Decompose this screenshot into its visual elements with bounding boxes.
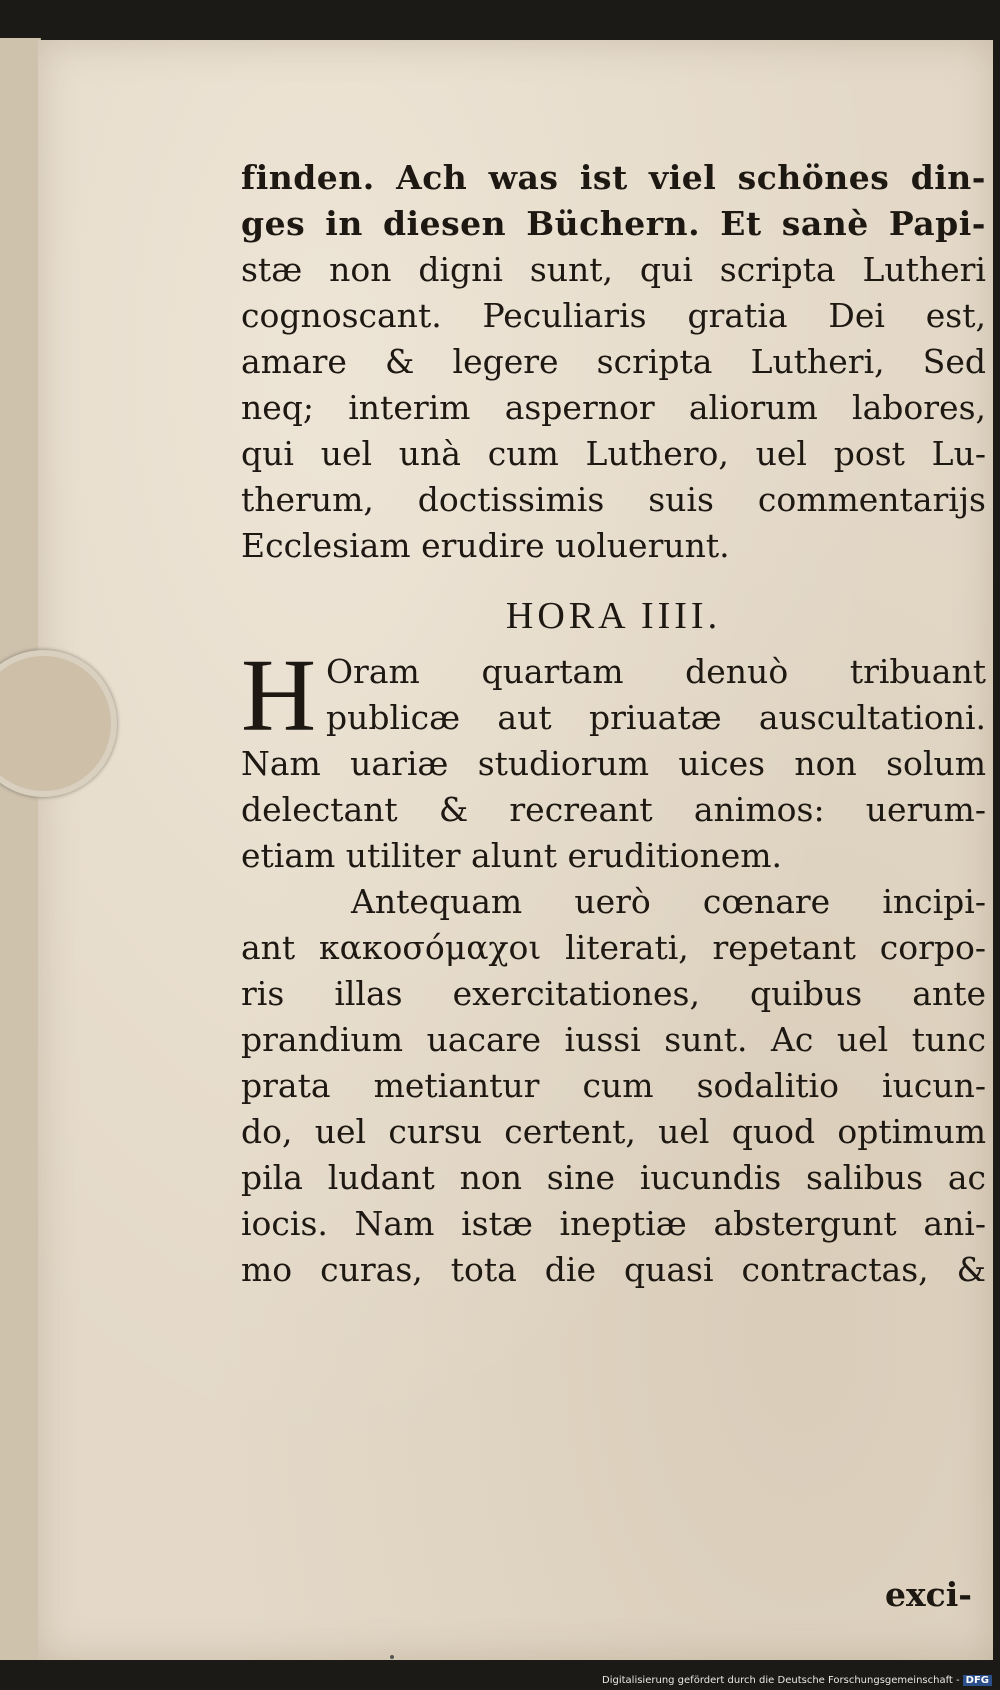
paragraph-hora-iiii <box>241 638 986 879</box>
book-page <box>38 40 993 1660</box>
page-text <box>241 155 986 1614</box>
text-line: Ecclesiam erudire uoluerunt. <box>241 526 730 565</box>
text-line: etiam utiliter alunt eruditionem. <box>241 836 783 875</box>
text-line: finden. Ach was ist viel schönes din- <box>241 158 986 197</box>
dfg-logo: DFG <box>963 1675 992 1686</box>
text-line: neq; interim aspernor aliorum labores, <box>241 388 986 427</box>
text-line: ris illas exercitationes, quibus ante <box>241 974 986 1013</box>
text-line: ant κακοσόμαχοι literati, repetant corpo- <box>241 928 986 967</box>
text-line: publicæ aut priuatæ auscultationi. <box>326 698 986 737</box>
text-line: qui uel unà cum Luthero, uel post Lu- <box>241 434 986 473</box>
top-paragraph <box>241 155 986 569</box>
binding-edge <box>0 38 41 1660</box>
page-speck <box>390 1655 394 1659</box>
digitization-credit <box>602 1675 992 1686</box>
text-line: prandium uacare iussi sunt. Ac uel tunc <box>241 1020 986 1059</box>
section-heading: HORA IIII. <box>505 595 722 637</box>
text-line: delectant & recreant animos: uerum- <box>241 790 986 829</box>
catchword: exci- <box>885 1575 972 1614</box>
text-line: amare & legere scripta Lutheri, Sed <box>241 342 986 381</box>
text-line: mo curas, tota die quasi contractas, & <box>241 1250 986 1289</box>
text-line: iocis. Nam istæ ineptiæ abstergunt ani- <box>241 1204 986 1243</box>
text-line: stæ non digni sunt, qui scripta Lutheri <box>241 250 986 289</box>
text-line: therum, doctissimis suis commentarijs <box>241 480 986 519</box>
paragraph-antequam <box>241 879 986 1293</box>
text-line: cognoscant. Peculiaris gratia Dei est, <box>241 296 986 335</box>
text-line: ges in diesen Büchern. Et sanè Papi- <box>241 204 986 243</box>
text-line: Oram quartam denuò tribuant <box>326 652 986 691</box>
drop-capital: H <box>241 638 317 753</box>
text-line: Nam uariæ studiorum uices non solum <box>241 744 986 783</box>
text-line: pila ludant non sine iucundis salibus ac <box>241 1158 986 1197</box>
text-line: prata metiantur cum sodalitio iucun- <box>241 1066 986 1105</box>
credit-text: Digitalisierung gefördert durch die Deutsche Forschungsgemeinschaft - <box>602 1675 960 1686</box>
text-line: Antequam uerò cœnare incipi- <box>351 882 986 921</box>
text-line: do, uel cursu certent, uel quod optimum <box>241 1112 986 1151</box>
